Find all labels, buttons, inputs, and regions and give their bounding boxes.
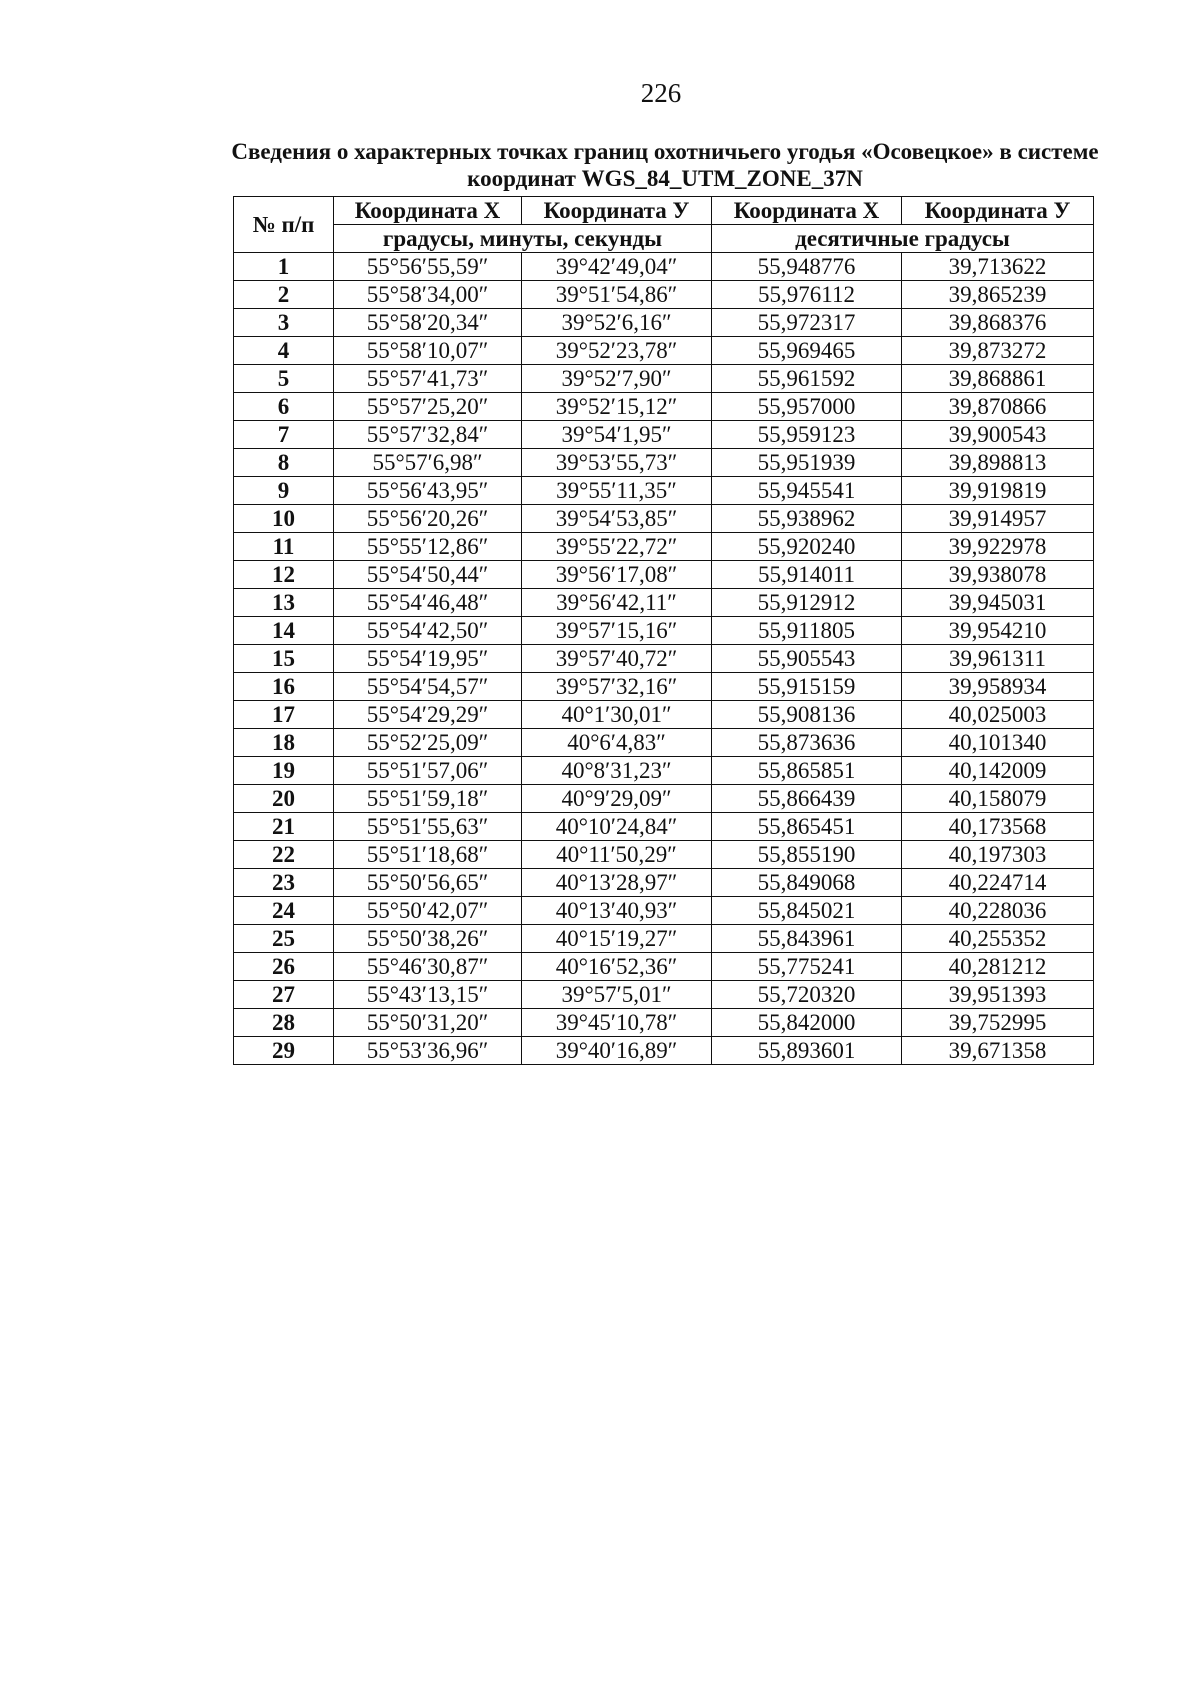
cell-coord-x-dms: 55°57′41,73″ [334, 365, 522, 393]
cell-number: 1 [234, 253, 334, 281]
cell-coord-x-dec: 55,873636 [712, 729, 902, 757]
cell-coord-x-dms: 55°51′18,68″ [334, 841, 522, 869]
cell-coord-x-dms: 55°54′46,48″ [334, 589, 522, 617]
table-row [234, 897, 1094, 925]
cell-coord-y-dms: 39°57′5,01″ [522, 981, 712, 1009]
cell-number: 29 [234, 1037, 334, 1065]
cell-coord-y-dec: 39,873272 [902, 337, 1094, 365]
cell-coord-y-dms: 40°13′28,97″ [522, 869, 712, 897]
cell-coord-y-dec: 40,101340 [902, 729, 1094, 757]
table-row [234, 617, 1094, 645]
table-row [234, 841, 1094, 869]
cell-number: 6 [234, 393, 334, 421]
cell-coord-x-dec: 55,948776 [712, 253, 902, 281]
cell-number: 7 [234, 421, 334, 449]
cell-coord-y-dms: 39°57′40,72″ [522, 645, 712, 673]
table-row [234, 925, 1094, 953]
header-coord-x-dec: Координата X [712, 197, 902, 225]
cell-number: 17 [234, 701, 334, 729]
table-row [234, 673, 1094, 701]
cell-coord-x-dms: 55°50′56,65″ [334, 869, 522, 897]
cell-number: 9 [234, 477, 334, 505]
cell-coord-y-dec: 40,255352 [902, 925, 1094, 953]
cell-coord-x-dms: 55°54′50,44″ [334, 561, 522, 589]
cell-coord-x-dec: 55,920240 [712, 533, 902, 561]
table-row [234, 561, 1094, 589]
cell-coord-y-dms: 39°57′15,16″ [522, 617, 712, 645]
cell-coord-y-dms: 40°1′30,01″ [522, 701, 712, 729]
cell-coord-y-dec: 39,868376 [902, 309, 1094, 337]
cell-coord-y-dec: 40,228036 [902, 897, 1094, 925]
page-number: 226 [640, 78, 682, 108]
table-row [234, 785, 1094, 813]
cell-coord-x-dms: 55°50′42,07″ [334, 897, 522, 925]
cell-coord-x-dec: 55,912912 [712, 589, 902, 617]
cell-coord-y-dms: 40°13′40,93″ [522, 897, 712, 925]
cell-coord-y-dms: 39°51′54,86″ [522, 281, 712, 309]
cell-coord-y-dms: 39°40′16,89″ [522, 1037, 712, 1065]
cell-number: 28 [234, 1009, 334, 1037]
cell-coord-x-dms: 55°58′34,00″ [334, 281, 522, 309]
cell-coord-y-dec: 40,142009 [902, 757, 1094, 785]
cell-coord-y-dms: 39°57′32,16″ [522, 673, 712, 701]
header-coord-x-dms: Координата X [334, 197, 522, 225]
cell-coord-y-dec: 40,224714 [902, 869, 1094, 897]
cell-coord-x-dms: 55°51′59,18″ [334, 785, 522, 813]
cell-coord-y-dec: 39,961311 [902, 645, 1094, 673]
table-row [234, 645, 1094, 673]
cell-coord-x-dms: 55°50′38,26″ [334, 925, 522, 953]
cell-coord-x-dec: 55,951939 [712, 449, 902, 477]
cell-coord-y-dms: 39°56′42,11″ [522, 589, 712, 617]
cell-number: 19 [234, 757, 334, 785]
cell-coord-y-dec: 39,919819 [902, 477, 1094, 505]
cell-coord-y-dec: 39,922978 [902, 533, 1094, 561]
cell-coord-x-dec: 55,915159 [712, 673, 902, 701]
cell-coord-y-dec: 40,025003 [902, 701, 1094, 729]
table-row [234, 337, 1094, 365]
cell-coord-x-dec: 55,938962 [712, 505, 902, 533]
cell-coord-y-dms: 39°54′53,85″ [522, 505, 712, 533]
cell-number: 22 [234, 841, 334, 869]
cell-coord-y-dms: 39°52′23,78″ [522, 337, 712, 365]
cell-coord-x-dms: 55°58′20,34″ [334, 309, 522, 337]
cell-number: 3 [234, 309, 334, 337]
cell-number: 18 [234, 729, 334, 757]
cell-number: 2 [234, 281, 334, 309]
cell-coord-x-dec: 55,845021 [712, 897, 902, 925]
table-row [234, 393, 1094, 421]
table-row [234, 309, 1094, 337]
cell-coord-y-dms: 39°53′55,73″ [522, 449, 712, 477]
cell-number: 8 [234, 449, 334, 477]
header-dms-units: градусы, минуты, секунды [334, 225, 712, 253]
cell-coord-x-dec: 55,969465 [712, 337, 902, 365]
header-dec-units: десятичные градусы [712, 225, 1094, 253]
cell-coord-x-dec: 55,959123 [712, 421, 902, 449]
cell-coord-x-dec: 55,911805 [712, 617, 902, 645]
cell-coord-x-dms: 55°56′55,59″ [334, 253, 522, 281]
cell-coord-y-dms: 39°52′6,16″ [522, 309, 712, 337]
table-row [234, 589, 1094, 617]
cell-coord-x-dec: 55,976112 [712, 281, 902, 309]
cell-coord-y-dec: 39,752995 [902, 1009, 1094, 1037]
cell-coord-x-dec: 55,908136 [712, 701, 902, 729]
cell-coord-x-dms: 55°51′57,06″ [334, 757, 522, 785]
document-title: Сведения о характерных точках границ охотничьего угодья «Осовецкое» в системе координат WGS_84_UTM_ZONE_37N [231, 139, 1099, 191]
cell-coord-x-dms: 55°56′43,95″ [334, 477, 522, 505]
cell-number: 26 [234, 953, 334, 981]
cell-coord-x-dms: 55°58′10,07″ [334, 337, 522, 365]
cell-number: 20 [234, 785, 334, 813]
table-row [234, 813, 1094, 841]
cell-coord-x-dec: 55,865851 [712, 757, 902, 785]
cell-coord-x-dms: 55°51′55,63″ [334, 813, 522, 841]
cell-coord-y-dms: 40°16′52,36″ [522, 953, 712, 981]
cell-number: 14 [234, 617, 334, 645]
table-row [234, 253, 1094, 281]
cell-coord-x-dec: 55,914011 [712, 561, 902, 589]
cell-coord-y-dec: 40,281212 [902, 953, 1094, 981]
cell-coord-x-dec: 55,842000 [712, 1009, 902, 1037]
table-row [234, 421, 1094, 449]
cell-coord-x-dec: 55,775241 [712, 953, 902, 981]
table-row [234, 1009, 1094, 1037]
table-row [234, 869, 1094, 897]
cell-coord-x-dec: 55,893601 [712, 1037, 902, 1065]
cell-coord-y-dec: 39,865239 [902, 281, 1094, 309]
cell-coord-y-dms: 39°52′15,12″ [522, 393, 712, 421]
cell-number: 25 [234, 925, 334, 953]
cell-coord-y-dec: 39,954210 [902, 617, 1094, 645]
cell-coord-x-dec: 55,957000 [712, 393, 902, 421]
cell-coord-y-dec: 39,898813 [902, 449, 1094, 477]
coordinates-table [233, 196, 1094, 1065]
cell-coord-x-dec: 55,866439 [712, 785, 902, 813]
table-row [234, 365, 1094, 393]
cell-coord-y-dec: 39,870866 [902, 393, 1094, 421]
cell-coord-y-dec: 39,914957 [902, 505, 1094, 533]
cell-coord-x-dms: 55°54′42,50″ [334, 617, 522, 645]
cell-coord-y-dec: 40,173568 [902, 813, 1094, 841]
cell-coord-x-dms: 55°54′29,29″ [334, 701, 522, 729]
cell-coord-x-dms: 55°52′25,09″ [334, 729, 522, 757]
cell-coord-x-dec: 55,972317 [712, 309, 902, 337]
cell-coord-y-dms: 40°10′24,84″ [522, 813, 712, 841]
table-row [234, 729, 1094, 757]
cell-coord-y-dec: 39,900543 [902, 421, 1094, 449]
cell-coord-y-dec: 39,938078 [902, 561, 1094, 589]
cell-coord-y-dec: 39,671358 [902, 1037, 1094, 1065]
cell-number: 27 [234, 981, 334, 1009]
cell-coord-x-dms: 55°57′6,98″ [334, 449, 522, 477]
table-row [234, 449, 1094, 477]
cell-coord-y-dms: 39°56′17,08″ [522, 561, 712, 589]
cell-coord-y-dms: 39°54′1,95″ [522, 421, 712, 449]
cell-coord-y-dms: 40°8′31,23″ [522, 757, 712, 785]
cell-coord-y-dms: 39°55′22,72″ [522, 533, 712, 561]
cell-coord-y-dms: 40°6′4,83″ [522, 729, 712, 757]
table-header [234, 197, 1094, 253]
cell-coord-x-dec: 55,855190 [712, 841, 902, 869]
cell-number: 21 [234, 813, 334, 841]
cell-coord-y-dec: 39,951393 [902, 981, 1094, 1009]
cell-coord-x-dec: 55,843961 [712, 925, 902, 953]
cell-number: 11 [234, 533, 334, 561]
table-body [234, 253, 1094, 1065]
cell-coord-y-dms: 40°11′50,29″ [522, 841, 712, 869]
table-row [234, 533, 1094, 561]
table-row [234, 981, 1094, 1009]
cell-coord-y-dms: 39°52′7,90″ [522, 365, 712, 393]
cell-coord-y-dec: 39,713622 [902, 253, 1094, 281]
table-row [234, 701, 1094, 729]
table-row [234, 477, 1094, 505]
cell-coord-x-dec: 55,945541 [712, 477, 902, 505]
cell-number: 13 [234, 589, 334, 617]
table-subheader-row [234, 225, 1094, 253]
cell-coord-y-dec: 40,158079 [902, 785, 1094, 813]
header-coord-y-dec: Координата У [902, 197, 1094, 225]
cell-coord-x-dms: 55°54′19,95″ [334, 645, 522, 673]
cell-coord-y-dms: 40°9′29,09″ [522, 785, 712, 813]
cell-coord-y-dms: 39°55′11,35″ [522, 477, 712, 505]
cell-number: 12 [234, 561, 334, 589]
cell-number: 4 [234, 337, 334, 365]
cell-number: 10 [234, 505, 334, 533]
cell-coord-y-dec: 39,945031 [902, 589, 1094, 617]
cell-number: 5 [234, 365, 334, 393]
table-row [234, 1037, 1094, 1065]
cell-coord-y-dms: 39°42′49,04″ [522, 253, 712, 281]
cell-coord-x-dms: 55°50′31,20″ [334, 1009, 522, 1037]
cell-coord-x-dec: 55,905543 [712, 645, 902, 673]
cell-coord-x-dec: 55,961592 [712, 365, 902, 393]
cell-coord-x-dms: 55°57′32,84″ [334, 421, 522, 449]
cell-coord-y-dec: 39,958934 [902, 673, 1094, 701]
cell-coord-y-dec: 40,197303 [902, 841, 1094, 869]
cell-coord-x-dms: 55°46′30,87″ [334, 953, 522, 981]
cell-coord-x-dms: 55°54′54,57″ [334, 673, 522, 701]
cell-coord-x-dec: 55,849068 [712, 869, 902, 897]
cell-number: 15 [234, 645, 334, 673]
header-number: № п/п [234, 197, 334, 253]
cell-coord-x-dms: 55°57′25,20″ [334, 393, 522, 421]
cell-coord-x-dec: 55,720320 [712, 981, 902, 1009]
cell-coord-x-dec: 55,865451 [712, 813, 902, 841]
cell-coord-x-dms: 55°55′12,86″ [334, 533, 522, 561]
table-row [234, 505, 1094, 533]
cell-coord-x-dms: 55°56′20,26″ [334, 505, 522, 533]
header-coord-y-dms: Координата У [522, 197, 712, 225]
cell-coord-y-dms: 39°45′10,78″ [522, 1009, 712, 1037]
cell-coord-y-dms: 40°15′19,27″ [522, 925, 712, 953]
cell-coord-x-dms: 55°43′13,15″ [334, 981, 522, 1009]
cell-coord-x-dms: 55°53′36,96″ [334, 1037, 522, 1065]
table-row [234, 281, 1094, 309]
cell-number: 24 [234, 897, 334, 925]
table-header-row [234, 197, 1094, 225]
table-row [234, 953, 1094, 981]
cell-number: 16 [234, 673, 334, 701]
cell-number: 23 [234, 869, 334, 897]
cell-coord-y-dec: 39,868861 [902, 365, 1094, 393]
table-row [234, 757, 1094, 785]
